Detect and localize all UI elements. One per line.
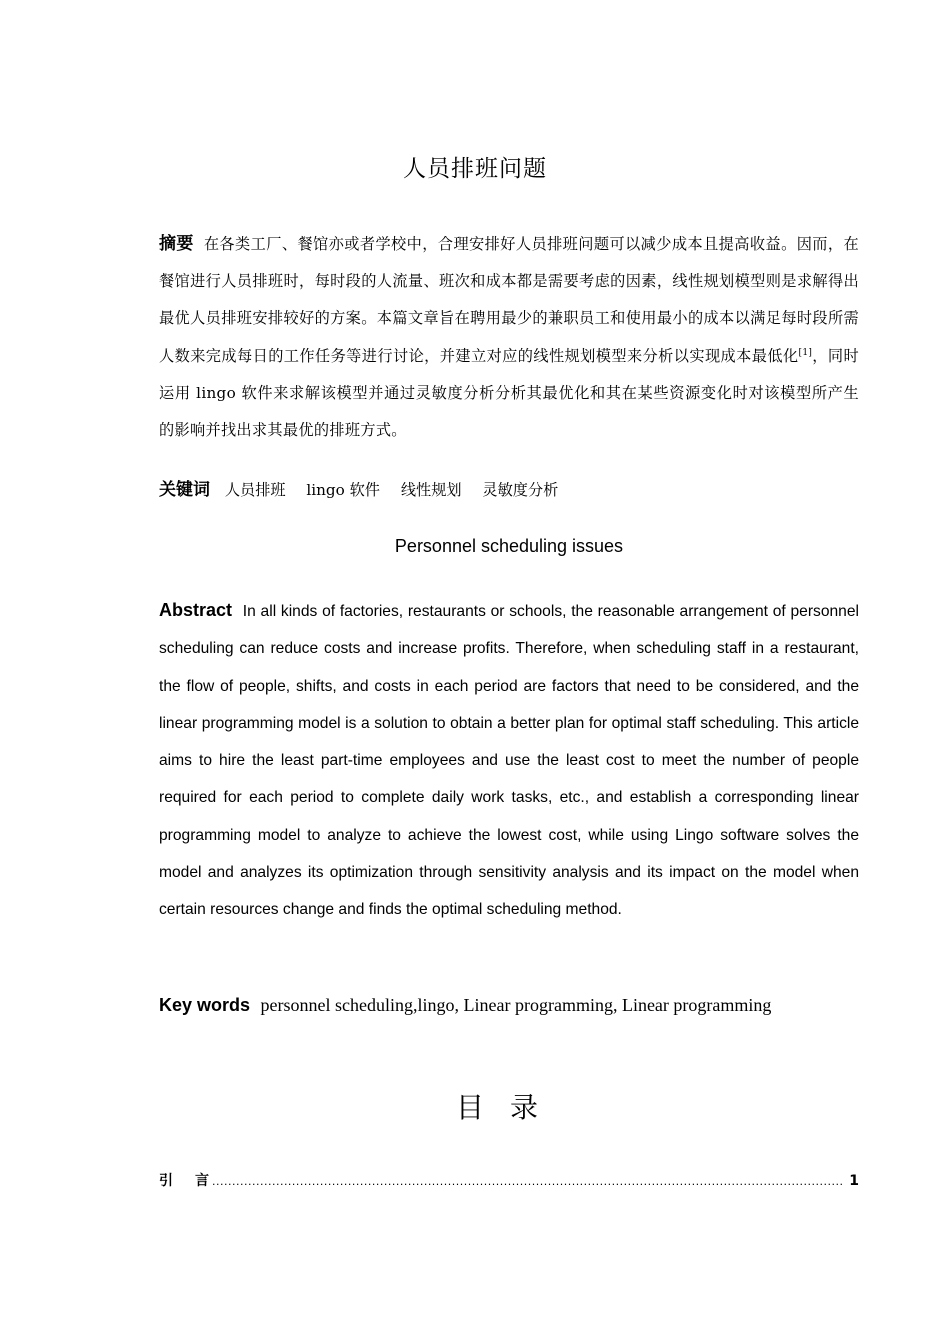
toc-entry-label: 引言 [159, 1173, 231, 1189]
toc-page-number: 1 [849, 1173, 859, 1189]
english-abstract-text: In all kinds of factories, restaurants or schools, the reasonable arrangement of personnel scheduling can reduce costs and increase profits. Therefore, when scheduling staff in a restaurant, the flow of people, shifts, and costs in each period are factors that need to be considered, and the linear programming model is a solution to obtain a better plan for optimal staff scheduling. This article aims to hire the least part-time employees and use the least cost to meet the number of people required for each period to complete daily work tasks, etc., and establish a corresponding linear programming model to analyze to achieve the lowest cost, while using Lingo software solves the model and analyzes its optimization through sensitivity analysis and its impact on the model when certain resources change and finds the optimal scheduling method. [159, 603, 859, 919]
english-abstract [159, 592, 859, 929]
toc-dot-leader: .............................................................................................................................................................. [212, 1175, 844, 1188]
toc-entry[interactable] [159, 1170, 859, 1190]
chinese-abstract-label: 摘要 [159, 234, 194, 254]
chinese-keywords [159, 476, 859, 504]
chinese-keyword: 人员排班 [224, 481, 286, 499]
english-abstract-label: Abstract [159, 600, 233, 620]
chinese-abstract-text-2: ，同时运用 lingo 软件来求解该模型并通过灵敏度分析分析其最优化和其在某些资源变化时对该模型所产生的影响并找出求其最优的排班方式。 [159, 346, 859, 440]
english-title: Personnel scheduling issues [394, 536, 624, 556]
chinese-abstract-text-1: 在各类工厂、餐馆亦或者学校中，合理安排好人员排班问题可以减少成本且提高收益。因而，在餐馆进行人员排班时，每时段的人流量、班次和成本都是需要考虑的因素，线性规划模型则是求解得出最优人员排班安排较好的方案。本篇文章旨在聘用最少的兼职员工和使用最小的成本以满足每时段所需人数来完成每日的工作任务等进行讨论，并建立对应的线性规划模型来分析以实现成本最低化 [159, 235, 859, 365]
chinese-title: 人员排班问题 [403, 156, 547, 182]
chinese-keywords-label: 关键词 [159, 480, 210, 500]
english-keywords-label: Key words [159, 995, 251, 1015]
english-keywords [159, 990, 879, 1020]
chinese-abstract [159, 226, 859, 449]
english-keywords-text: personnel scheduling,lingo, Linear programming, Linear programming [260, 995, 772, 1015]
toc-title: 目录 [455, 1091, 564, 1124]
citation-marker: [1] [798, 347, 813, 358]
chinese-keyword: lingo 软件 [306, 481, 380, 499]
chinese-keyword: 线性规划 [400, 481, 462, 499]
chinese-keyword: 灵敏度分析 [482, 481, 559, 499]
